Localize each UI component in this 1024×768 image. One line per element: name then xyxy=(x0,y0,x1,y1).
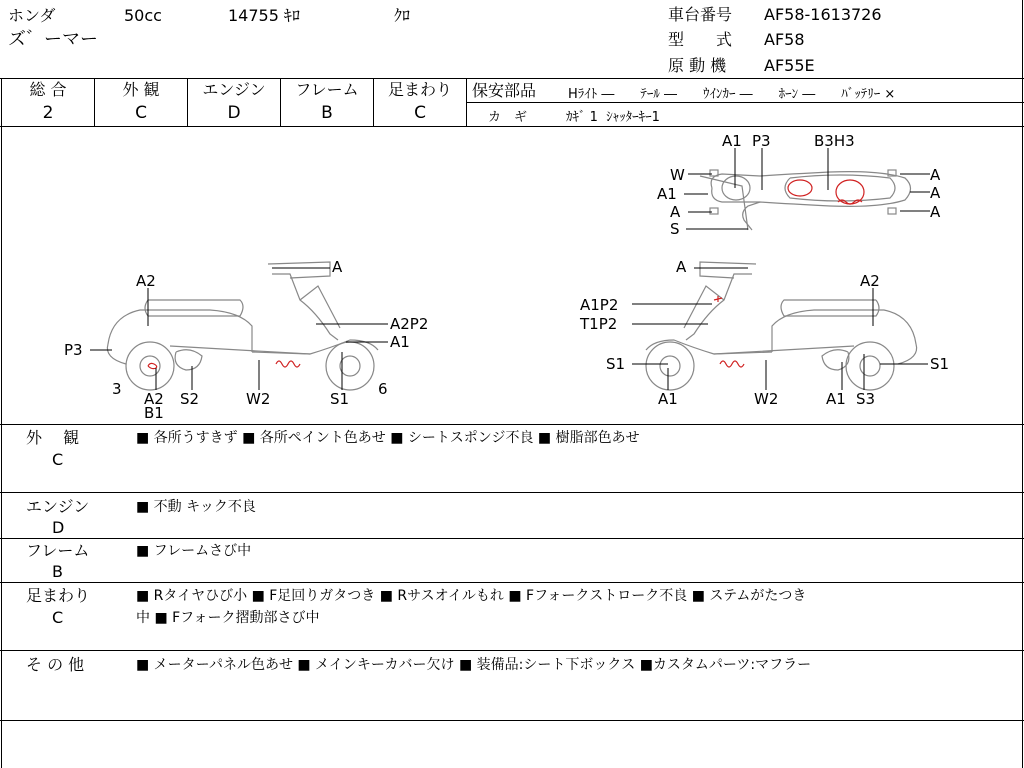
diagram-label: A1 xyxy=(658,390,678,408)
divider xyxy=(0,492,1024,493)
leader-lines-top xyxy=(684,148,930,229)
remark-other-label: そ の 他 xyxy=(26,655,85,674)
diagram-label: S3 xyxy=(856,390,876,408)
diagram-label: T1P2 xyxy=(580,315,618,333)
remark-exterior-label: 外 観 xyxy=(26,428,80,447)
grade-exterior-label: 外 観 xyxy=(122,80,160,99)
remark-suspension-grade: C xyxy=(52,608,64,627)
grade-exterior-value: C xyxy=(135,103,147,123)
chassis-label: 車台番号 xyxy=(668,5,733,24)
diagram-label: A1P2 xyxy=(580,296,619,314)
diagram-label: W2 xyxy=(246,390,271,408)
grade-total-value: 2 xyxy=(42,103,54,123)
diagram-label: P3 xyxy=(752,132,771,150)
diagram-label: S2 xyxy=(180,390,200,408)
remark-suspension-text: ■ Rタイヤひび小 ■ F足回りガタつき ■ Rサスオイルもれ ■ Fフォークストローク不良 ■ ステムがたつき xyxy=(136,588,807,604)
grade-engine-value: D xyxy=(227,103,241,123)
divider xyxy=(0,78,1024,79)
divider xyxy=(0,538,1024,539)
grade-frame-value: B xyxy=(321,103,333,123)
grade-suspension-value: C xyxy=(414,103,426,123)
diagram-label: B1 xyxy=(144,404,164,422)
remark-suspension-label: 足まわり xyxy=(26,586,91,605)
remark-suspension-text-2: 中 ■ Fフォーク摺動部さび中 xyxy=(136,610,320,626)
displacement: 50cc xyxy=(124,6,162,25)
remark-engine-text: ■ 不動 キック不良 xyxy=(136,499,256,515)
scooter-top-view xyxy=(700,170,911,230)
diagram-label: A2 xyxy=(860,272,880,290)
remark-other-text: ■ メーターパネル色あせ ■ メインキーカバー欠け ■ 装備品:シート下ボックス ■カスタムパーツ:マフラー xyxy=(136,657,812,673)
type-label: 型 式 xyxy=(668,30,733,49)
diagram-label: A1 xyxy=(826,390,846,408)
diagram-label: A xyxy=(930,166,941,184)
diagram-label: S1 xyxy=(606,355,626,373)
grade-suspension-label: 足まわり xyxy=(387,80,452,99)
grade-frame-label: フレーム xyxy=(295,80,359,99)
chassis-value: AF58-1613726 xyxy=(764,5,882,24)
mileage: 14755 ｷﾛ xyxy=(228,6,300,25)
diagram-label: A2P2 xyxy=(390,315,429,333)
labels-right xyxy=(579,258,949,408)
diagram-label: 6 xyxy=(378,380,388,398)
model-name: ズ゛ーマー xyxy=(8,29,98,50)
diagram-label: A xyxy=(676,258,687,276)
diagram-label: A xyxy=(670,203,681,221)
diagram-label: A1 xyxy=(390,333,410,351)
remark-engine-grade: D xyxy=(52,518,65,537)
diagram-label: 3 xyxy=(112,380,122,398)
diagram-label: W2 xyxy=(754,390,779,408)
divider xyxy=(0,650,1024,651)
diagram-label: B3H3 xyxy=(814,132,855,150)
safety-items: Hﾗｲﾄ ― ﾃｰﾙ ― ｳｲﾝｶｰ ― ﾎｰﾝ ― ﾊﾞｯﾃﾘｰ × xyxy=(568,87,896,102)
diagram-label: A1 xyxy=(722,132,742,150)
remark-frame-label: フレーム xyxy=(26,541,90,560)
diagram-label: A1 xyxy=(657,185,677,203)
remark-exterior-text: ■ 各所うすきず ■ 各所ペイント色あせ ■ シートスポンジ不良 ■ 樹脂部色あせ xyxy=(136,430,640,446)
damage-diagram xyxy=(0,126,1024,426)
type-value: AF58 xyxy=(764,30,805,49)
key-label: カ ギ xyxy=(488,110,528,125)
engine-value: AF55E xyxy=(764,56,815,75)
damage-marks-right xyxy=(714,296,744,367)
diagram-label: S1 xyxy=(330,390,350,408)
diagram-label: P3 xyxy=(64,341,83,359)
diagram-label: A2 xyxy=(136,272,156,290)
divider xyxy=(0,582,1024,583)
grade-total-label: 総 合 xyxy=(29,80,67,99)
leader-lines-right xyxy=(632,268,928,390)
divider xyxy=(466,78,467,126)
grade-engine-label: エンジン xyxy=(202,80,266,99)
labels-left xyxy=(64,258,428,422)
divider xyxy=(0,720,1024,721)
diagram-label: A xyxy=(930,203,941,221)
diagram-label: A2 xyxy=(144,390,164,408)
maker: ホンダ xyxy=(8,6,56,25)
remark-frame-text: ■ フレームさび中 xyxy=(136,543,252,559)
color: ｸﾛ xyxy=(394,6,411,25)
key-items: ｶｷﾞ 1 ｼｬｯﾀｰｷｰ1 xyxy=(566,110,660,125)
remark-engine-label: エンジン xyxy=(26,497,90,516)
labels-top xyxy=(657,132,941,238)
diagram-label: S xyxy=(670,220,680,238)
remark-frame-grade: B xyxy=(52,562,63,581)
divider xyxy=(466,102,1024,103)
diagram-label: S1 xyxy=(930,355,950,373)
diagram-label: A xyxy=(930,184,941,202)
diagram-label: A xyxy=(332,258,343,276)
leader-lines-left xyxy=(90,268,388,390)
diagram-label: W xyxy=(670,166,685,184)
damage-marks-left xyxy=(148,361,300,369)
engine-label: 原 動 機 xyxy=(668,56,727,75)
safety-label: 保安部品 xyxy=(472,81,537,100)
remark-exterior-grade: C xyxy=(52,450,64,469)
